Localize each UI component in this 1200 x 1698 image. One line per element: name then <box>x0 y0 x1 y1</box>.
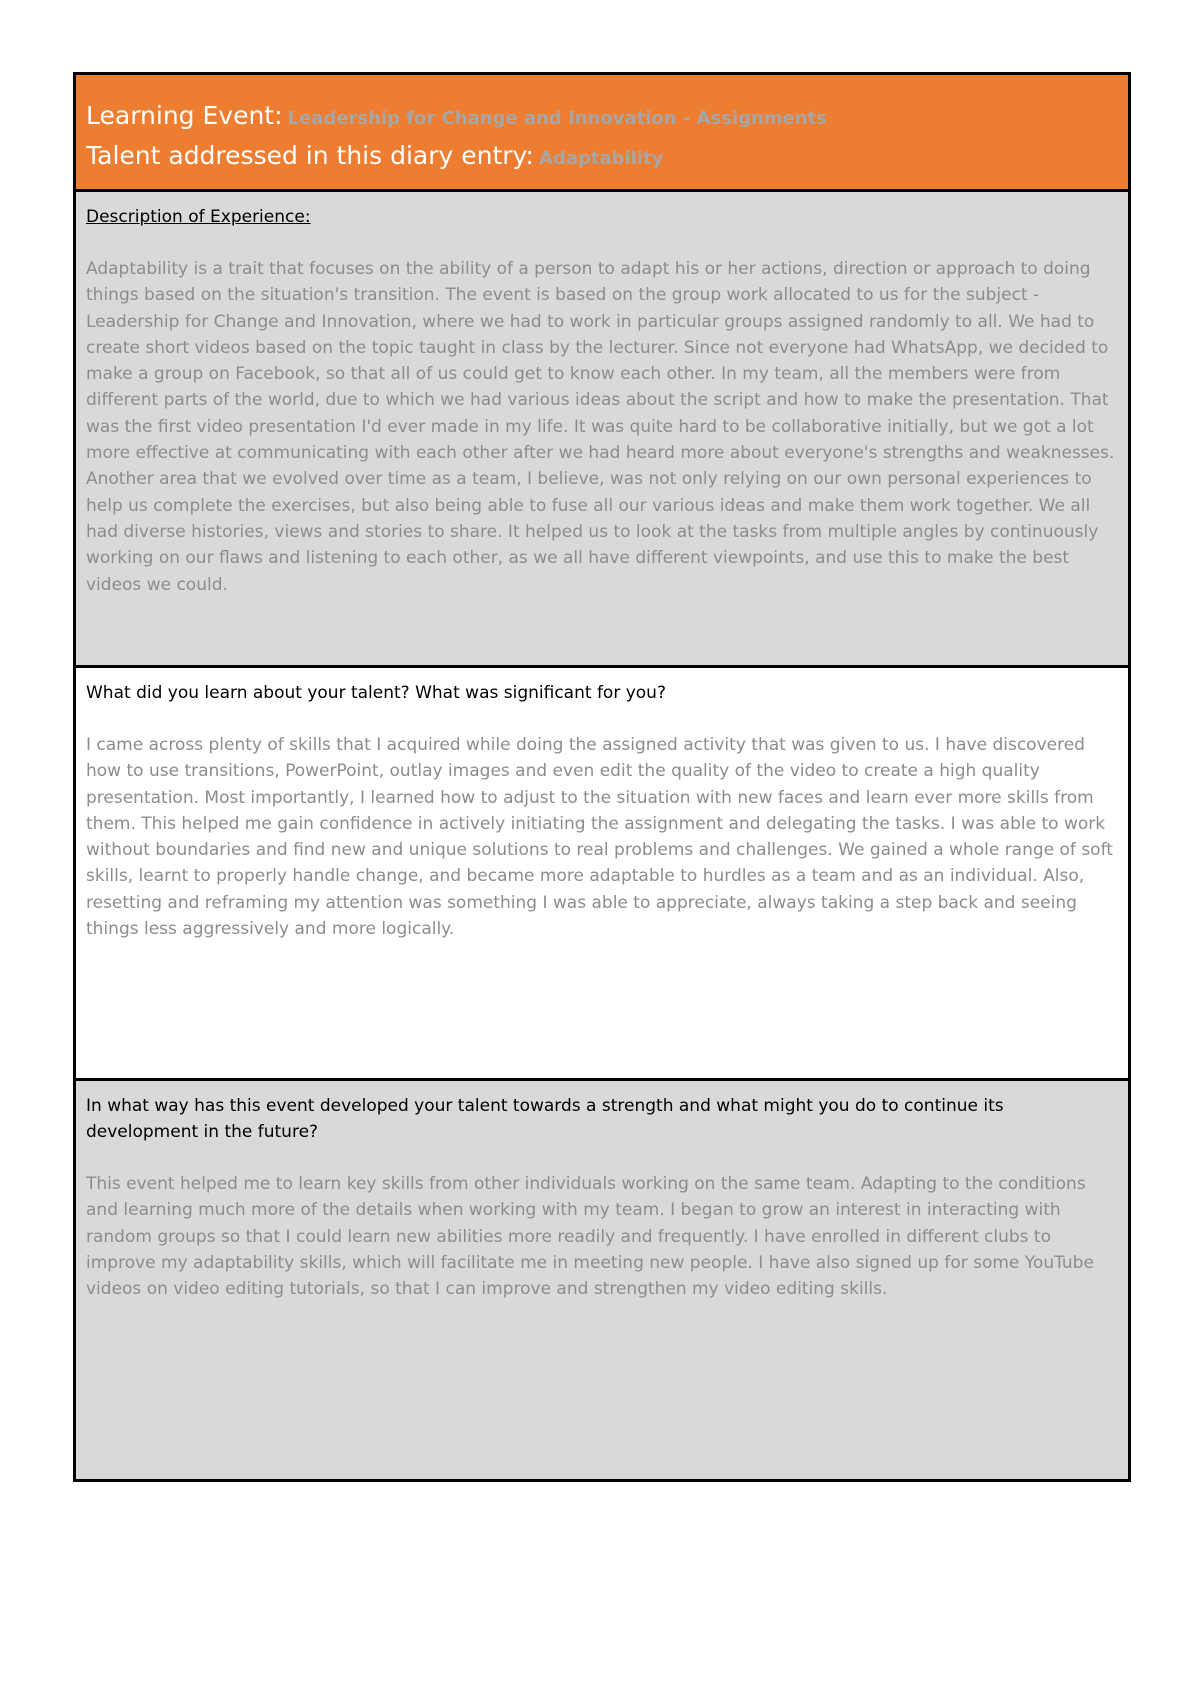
development-answer: This event helped me to learn key skills from other individuals working on the same team. Adapting to the conditions and learning much more of the details when working with my team. I began to grow an interest in interacting with random groups so that I could learn new abilities more readily and frequently. I have enrolled in different clubs to improve my adaptability skills, which will facilitate me in meeting new people. I have also signed up for some YouTube videos on video editing tutorials, so that I can improve and strengthen my video editing skills. <box>86 1174 1094 1300</box>
learning-event-line <box>86 97 1118 137</box>
description-heading: Description of Experience: <box>86 207 311 227</box>
learning-section <box>76 668 1128 1081</box>
development-question: In what way has this event developed your talent towards a strength and what might you do to continue its development in the future? <box>86 1096 1004 1142</box>
diary-entry-table <box>73 72 1131 1482</box>
learning-event-label: Learning Event: <box>86 101 283 130</box>
description-text: Adaptability is a trait that focuses on the ability of a person to adapt his or her actions, direction or approach to doing things based on the situation's transition. The event is based on the group work allocated to us for the subject - Leadership for Change and Innovation, where we had to work in particular groups assigned randomly to all. We had to create short videos based on the topic taught in class by the lecturer. Since not everyone had WhatsApp, we decided to make a group on Facebook, so that all of us could get to know each other. In my team, all the members were from different parts of the world, due to which we had various ideas about the script and how to make the presentation. That was the first video presentation I'd ever made in my life. It was quite hard to be collaborative initially, but we got a lot more effective at communicating with each other after we had heard more about everyone's strengths and weaknesses. Another area that we evolved over time as a team, I believe, was not only relying on our own personal experiences to help us complete the exercises, but also being able to fuse all our various ideas and make them work together. We all had diverse histories, views and stories to share. It helped us to look at the tasks from multiple angles by continuously working on our flaws and listening to each other, as we all have different viewpoints, and use this to make the best videos we could. <box>86 259 1115 595</box>
development-section <box>76 1081 1128 1479</box>
diary-header <box>76 75 1128 192</box>
talent-line <box>86 137 1118 177</box>
learning-question: What did you learn about your talent? What was significant for you? <box>86 683 666 703</box>
learning-event-value: Leadership for Change and Innovation - Assignments <box>287 108 827 129</box>
talent-label: Talent addressed in this diary entry: <box>86 141 534 170</box>
description-section <box>76 192 1128 668</box>
talent-value: Adaptability <box>539 148 664 169</box>
learning-answer: I came across plenty of skills that I acquired while doing the assigned activity that was given to us. I have discovered how to use transitions, PowerPoint, outlay images and even edit the quality of the video to create a high quality presentation. Most importantly, I learned how to adjust to the situation with new faces and learn ever more skills from them. This helped me gain confidence in actively initiating the assignment and delegating the tasks. I was able to work without boundaries and find new and unique solutions to real problems and challenges. We gained a whole range of soft skills, learnt to properly handle change, and became more adaptable to hurdles as a team and as an individual. Also, resetting and reframing my attention was something I was able to appreciate, always taking a step back and seeing things less aggressively and more logically. <box>86 735 1113 940</box>
